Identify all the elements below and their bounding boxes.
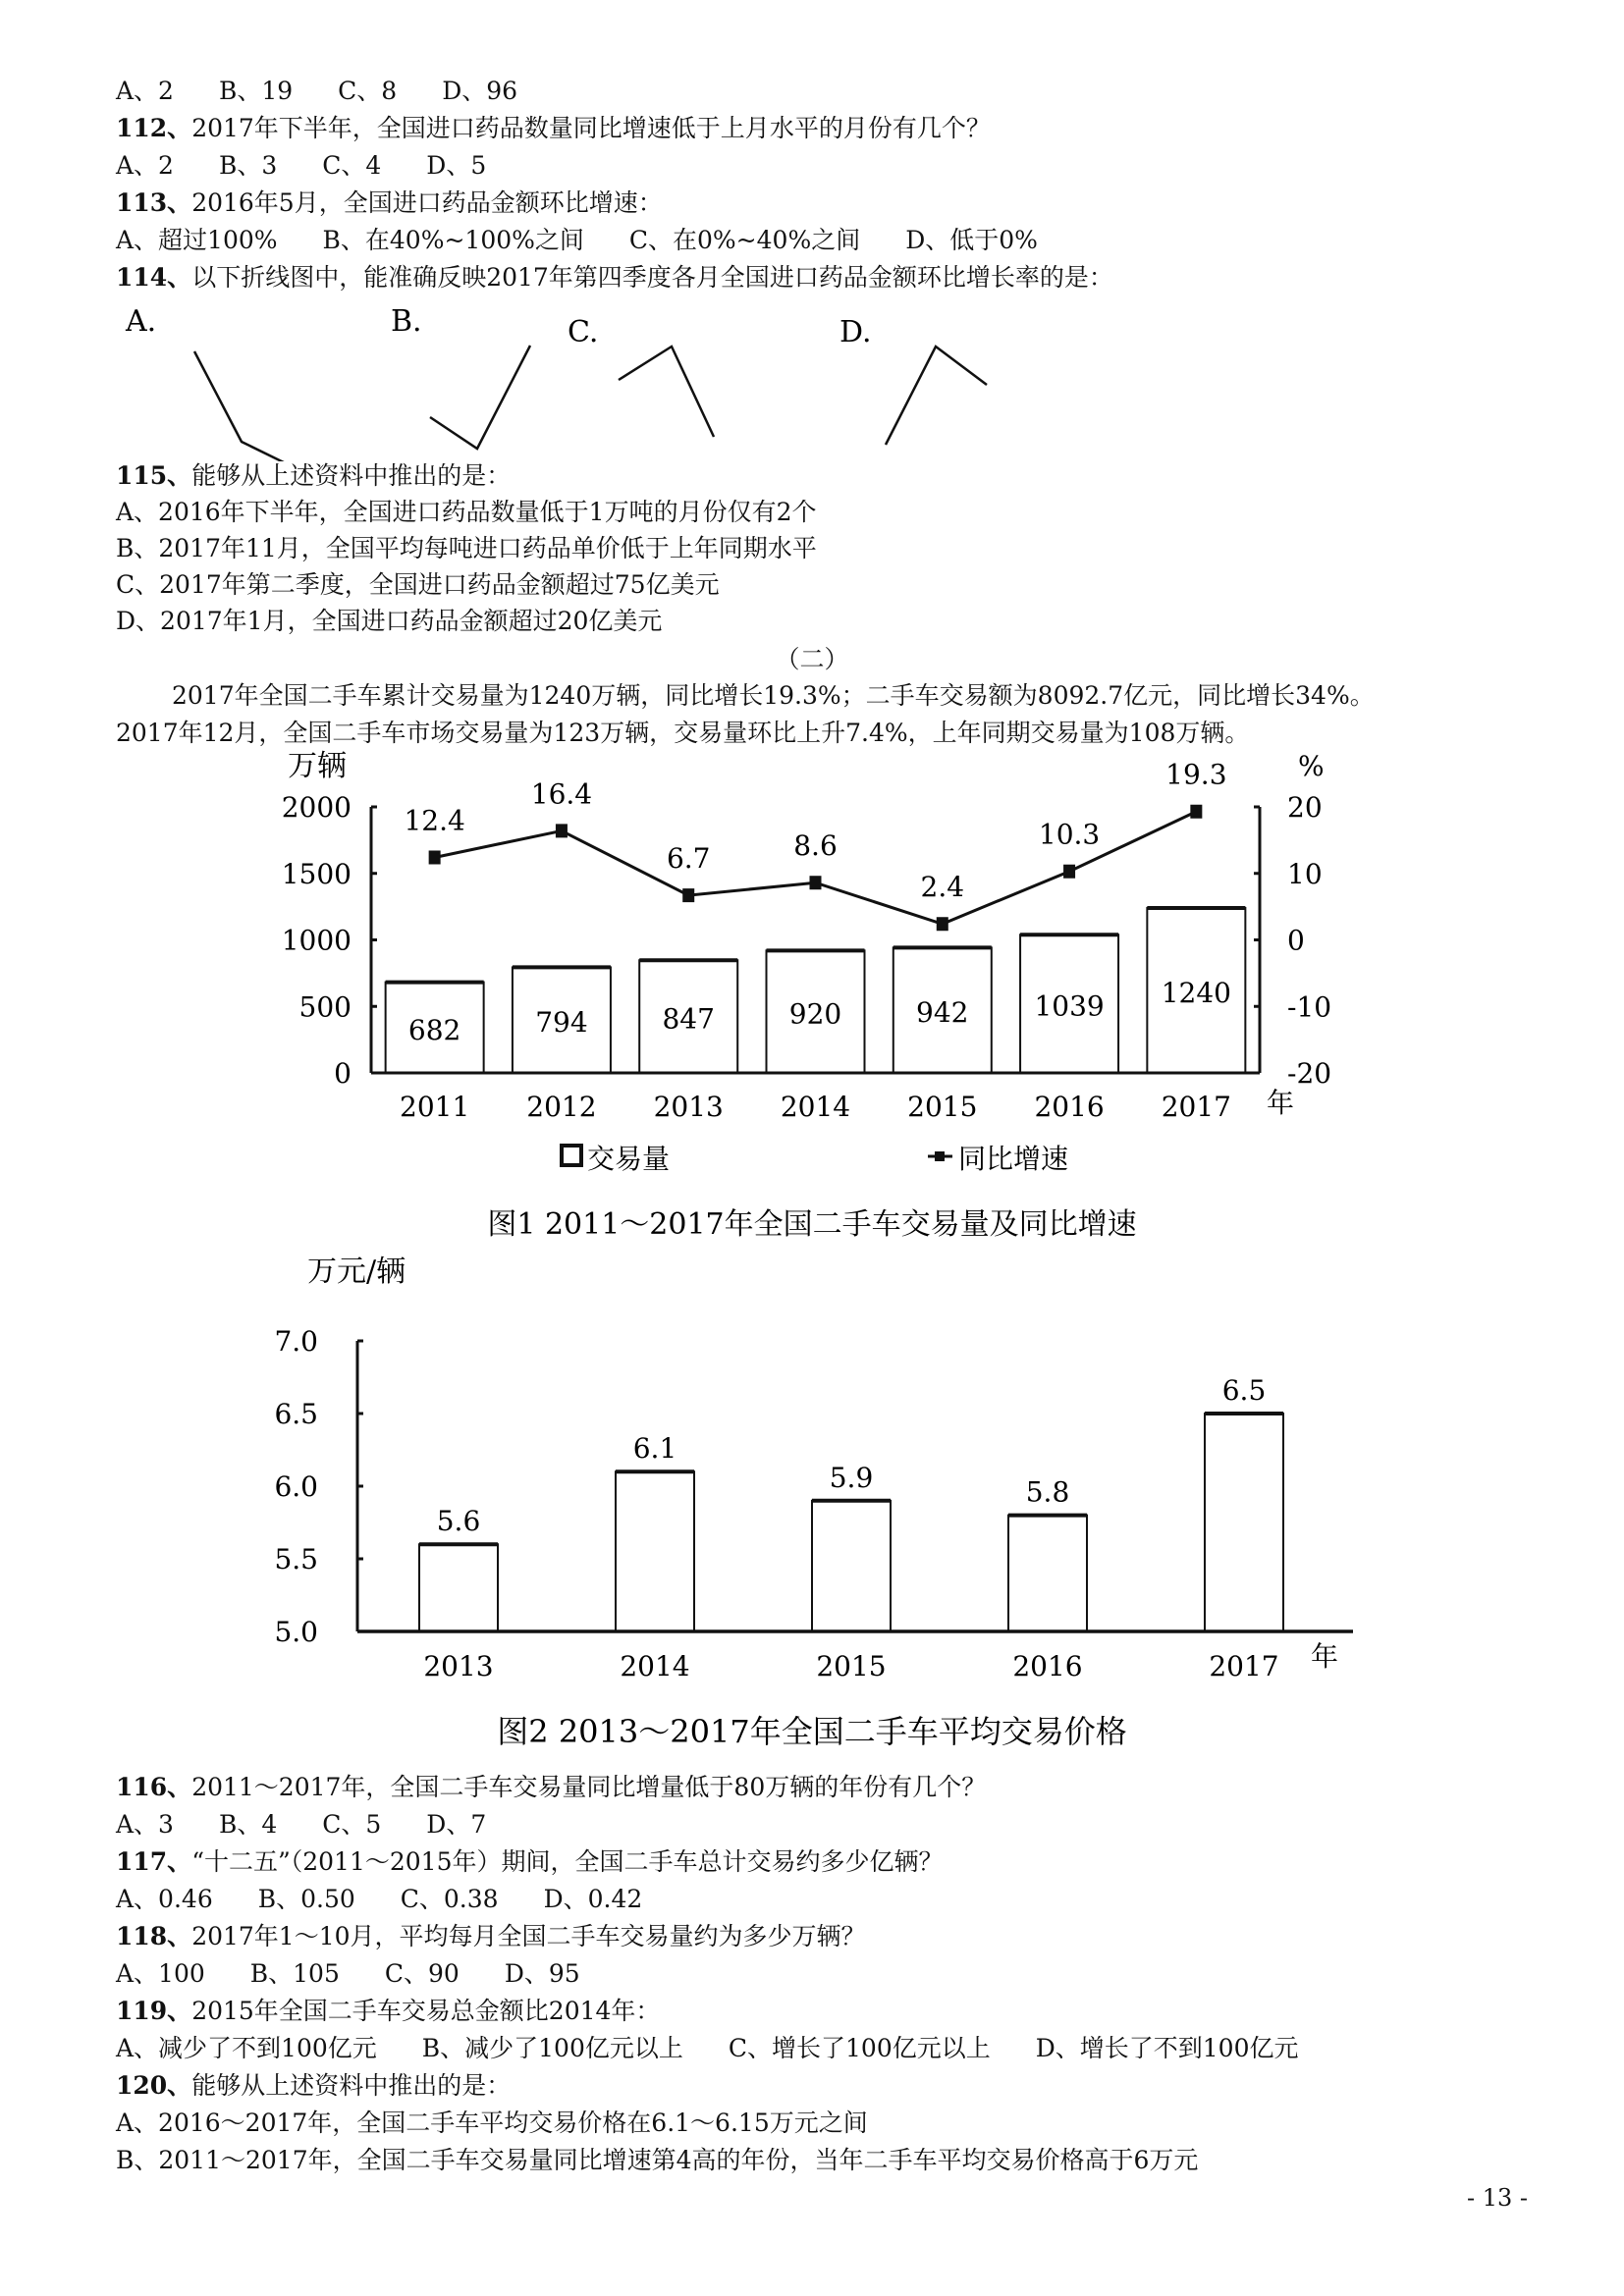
option-c: C、90 — [384, 1959, 460, 1988]
option-b-label: B. — [391, 304, 422, 339]
right-tick-label: 0 — [1287, 924, 1305, 957]
bar-value-label: 1240 — [1161, 976, 1231, 1009]
legend-bar-label: 交易量 — [587, 1143, 671, 1175]
question-number: 117、 — [116, 1847, 192, 1876]
option-d-label: D. — [839, 315, 872, 349]
legend-line-marker — [935, 1151, 945, 1161]
chart2-x-ticks — [423, 1650, 1278, 1682]
chart2-y-ticks — [274, 1325, 363, 1648]
question-text: “十二五”（2011～2015年）期间，全国二手车总计交易约多少亿辆？ — [191, 1847, 944, 1876]
chart2-title: 图2 2013～2017年全国二手车平均交易价格 — [497, 1713, 1127, 1750]
x-tick-label: 2016 — [1012, 1650, 1083, 1682]
bar-value-label: 6.1 — [632, 1432, 677, 1466]
page-number: - 13 - — [1466, 2184, 1528, 2212]
growth-value-label: 10.3 — [1038, 818, 1101, 851]
option-d: D、0.42 — [543, 1885, 643, 1913]
option-a: A、3 — [116, 1810, 174, 1839]
x-tick-label: 2017 — [1161, 1091, 1231, 1123]
growth-point — [1190, 805, 1202, 819]
question-text: 2011～2017年，全国二手车交易量同比增量低于80万辆的年份有几个？ — [191, 1773, 987, 1801]
bar-value-label: 794 — [535, 1006, 588, 1040]
option-c: C、5 — [322, 1810, 382, 1839]
option-a: A、0.46 — [116, 1885, 213, 1913]
left-tick-label: 1500 — [281, 857, 352, 890]
chart1-x-ticks — [400, 1091, 1231, 1123]
x-tick-label: 2015 — [907, 1091, 978, 1123]
y-tick-label: 6.5 — [274, 1398, 318, 1430]
bar-value-label: 942 — [916, 996, 969, 1030]
growth-value-label: 12.4 — [404, 804, 465, 837]
chart1-legend — [562, 1143, 1068, 1175]
x-tick-label: 2012 — [526, 1091, 597, 1123]
bar — [812, 1501, 891, 1631]
growth-value-label: 16.4 — [530, 777, 593, 811]
growth-value-label: 6.7 — [666, 842, 711, 876]
option-c: C、8 — [338, 77, 398, 105]
legend-line-label: 同比增速 — [958, 1143, 1069, 1175]
option-a: A、2 — [116, 77, 174, 105]
section-paragraph-1: 2017年全国二手车累计交易量为1240万辆，同比增长19.3%；二手车交易额为8092.7亿元，同比增长34%。 — [172, 681, 1375, 710]
left-tick-label: 2000 — [281, 791, 352, 824]
x-tick-label: 2015 — [816, 1650, 887, 1682]
q115-option-c: C、2017年第二季度，全国进口药品金额超过75亿美元 — [116, 570, 720, 599]
q115-option-a: A、2016年下半年，全国进口药品数量低于1万吨的月份仅有2个 — [116, 498, 817, 526]
x-tick-label: 2016 — [1034, 1091, 1105, 1123]
question-text: 能够从上述资料中推出的是： — [191, 461, 512, 490]
x-tick-label: 2014 — [620, 1650, 690, 1682]
bar — [1008, 1516, 1087, 1631]
option-c: C、4 — [322, 151, 382, 180]
question-number: 112、 — [116, 114, 192, 142]
q115-option-b: B、2017年11月，全国平均每吨进口药品单价低于上年同期水平 — [116, 534, 817, 562]
growth-point — [556, 824, 568, 837]
chart1-title: 图1 2011～2017年全国二手车交易量及同比增速 — [487, 1207, 1137, 1242]
question-text: 2016年5月，全国进口药品金额环比增速： — [191, 188, 663, 217]
option-a: A、减少了不到100亿元 — [116, 2034, 377, 2062]
bar-value-label: 5.6 — [436, 1505, 481, 1538]
x-tick-label: 2013 — [423, 1650, 494, 1682]
right-tick-label: -10 — [1287, 990, 1332, 1024]
q119-options — [116, 2032, 1299, 2065]
option-c: C、增长了100亿元以上 — [728, 2034, 991, 2062]
bar — [616, 1471, 694, 1631]
left-tick-label: 1000 — [281, 924, 352, 957]
chart1-x-axis-label: 年 — [1267, 1087, 1295, 1119]
option-b: B、19 — [218, 77, 294, 105]
option-b: B、在40%~100%之间 — [322, 226, 584, 254]
option-b: B、减少了100亿元以上 — [421, 2034, 683, 2062]
option-d: D、低于0% — [905, 226, 1038, 254]
y-tick-label: 5.0 — [274, 1616, 318, 1648]
option-d: D、7 — [426, 1810, 487, 1839]
option-a: A、100 — [116, 1959, 205, 1988]
option-c: C、0.38 — [400, 1885, 499, 1913]
question-number: 113、 — [116, 188, 192, 217]
right-tick-label: 20 — [1287, 791, 1323, 824]
bar-value-label: 1039 — [1034, 989, 1105, 1023]
x-tick-label: 2013 — [653, 1091, 724, 1123]
q115-option-d: D、2017年1月，全国进口药品金额超过20亿美元 — [116, 607, 663, 635]
question-text: 能够从上述资料中推出的是： — [191, 2071, 512, 2100]
option-d: D、95 — [504, 1959, 580, 1988]
option-d: D、5 — [426, 151, 487, 180]
chart1-line-series — [404, 759, 1226, 931]
q118-options — [116, 1957, 625, 1991]
chart1-right-axis-label: % — [1298, 750, 1325, 782]
bar-value-label: 847 — [662, 1002, 715, 1036]
legend-bar-swatch — [562, 1146, 581, 1165]
question-text: 2017年1～10月，平均每月全国二手车交易量约为多少万辆？ — [191, 1922, 866, 1950]
growth-point — [682, 888, 694, 902]
chart2-y-axis-label: 万元/辆 — [307, 1255, 406, 1289]
question-text: 2015年全国二手车交易总金额比2014年： — [191, 1997, 661, 2025]
chart2-x-axis-label: 年 — [1311, 1640, 1339, 1673]
bar-value-label: 5.8 — [1025, 1475, 1070, 1509]
question-number: 115、 — [116, 461, 192, 490]
bar-value-label: 920 — [788, 997, 842, 1031]
question-text: 2017年下半年，全国进口药品数量同比增速低于上月水平的月份有几个？ — [191, 114, 991, 142]
question-120 — [116, 2069, 511, 2103]
left-tick-label: 500 — [298, 990, 352, 1024]
question-number: 120、 — [116, 2071, 192, 2100]
y-tick-label: 5.5 — [274, 1543, 318, 1575]
option-b: B、3 — [218, 151, 278, 180]
section-paragraph-2: 2017年12月，全国二手车市场交易量为123万辆，交易量环比上升7.4%，上年同期交易量为108万辆。 — [116, 719, 1250, 747]
growth-value-label: 2.4 — [920, 871, 965, 904]
q117-options — [116, 1883, 687, 1916]
y-tick-label: 6.0 — [274, 1470, 318, 1503]
x-tick-label: 2014 — [780, 1091, 851, 1123]
question-number: 118、 — [116, 1922, 192, 1950]
option-a: A、超过100% — [116, 226, 278, 254]
chart1-bars — [386, 908, 1246, 1073]
bar-value-label: 6.5 — [1221, 1374, 1267, 1407]
left-tick-label: 0 — [334, 1057, 352, 1090]
right-tick-label: -20 — [1287, 1057, 1332, 1090]
chart2-bars — [419, 1374, 1283, 1631]
q120-option-b: B、2011～2017年，全国二手车交易量同比增速第4高的年份，当年二手车平均交易价格高于6万元 — [116, 2146, 1199, 2174]
growth-point — [1063, 865, 1075, 879]
x-tick-label: 2011 — [400, 1091, 470, 1123]
option-a: A、2 — [116, 151, 174, 180]
chart1-right-ticks — [1254, 791, 1331, 1090]
option-a-label: A. — [126, 304, 157, 339]
question-118 — [116, 1920, 866, 1953]
bar-value-label: 682 — [407, 1013, 461, 1046]
growth-point — [937, 917, 948, 931]
option-d: D、96 — [442, 77, 518, 105]
question-text: 以下折线图中，能准确反映2017年第四季度各月全国进口药品金额环比增长率的是： — [191, 263, 1113, 292]
growth-value-label: 19.3 — [1165, 758, 1227, 791]
q120-option-a: A、2016～2017年，全国二手车平均交易价格在6.1～6.15万元之间 — [116, 2109, 868, 2137]
chart1-left-axis-label: 万辆 — [288, 749, 347, 783]
x-tick-label: 2017 — [1209, 1650, 1279, 1682]
right-tick-label: 10 — [1287, 857, 1323, 890]
growth-value-label: 8.6 — [793, 829, 838, 863]
bar-value-label: 5.9 — [829, 1461, 874, 1494]
option-c: C、在0%~40%之间 — [628, 226, 861, 254]
question-119 — [116, 1995, 660, 2028]
bar — [1205, 1414, 1283, 1631]
option-c-label: C. — [568, 315, 599, 349]
growth-point — [810, 876, 822, 889]
bar — [419, 1544, 498, 1631]
question-number: 119、 — [116, 1997, 192, 2025]
q116-options — [116, 1808, 531, 1842]
question-116 — [116, 1771, 986, 1804]
option-d: D、增长了不到100亿元 — [1035, 2034, 1299, 2062]
y-tick-label: 7.0 — [274, 1325, 318, 1358]
chart1-left-ticks — [282, 791, 377, 1090]
section-title: （二） — [775, 645, 849, 673]
question-117 — [116, 1845, 944, 1879]
chart-2 — [0, 1247, 1624, 1757]
option-b: B、0.50 — [257, 1885, 355, 1913]
option-b: B、105 — [249, 1959, 340, 1988]
question-number: 114、 — [116, 263, 192, 292]
option-b: B、4 — [218, 1810, 278, 1839]
question-number: 116、 — [116, 1773, 192, 1801]
growth-point — [429, 850, 441, 864]
